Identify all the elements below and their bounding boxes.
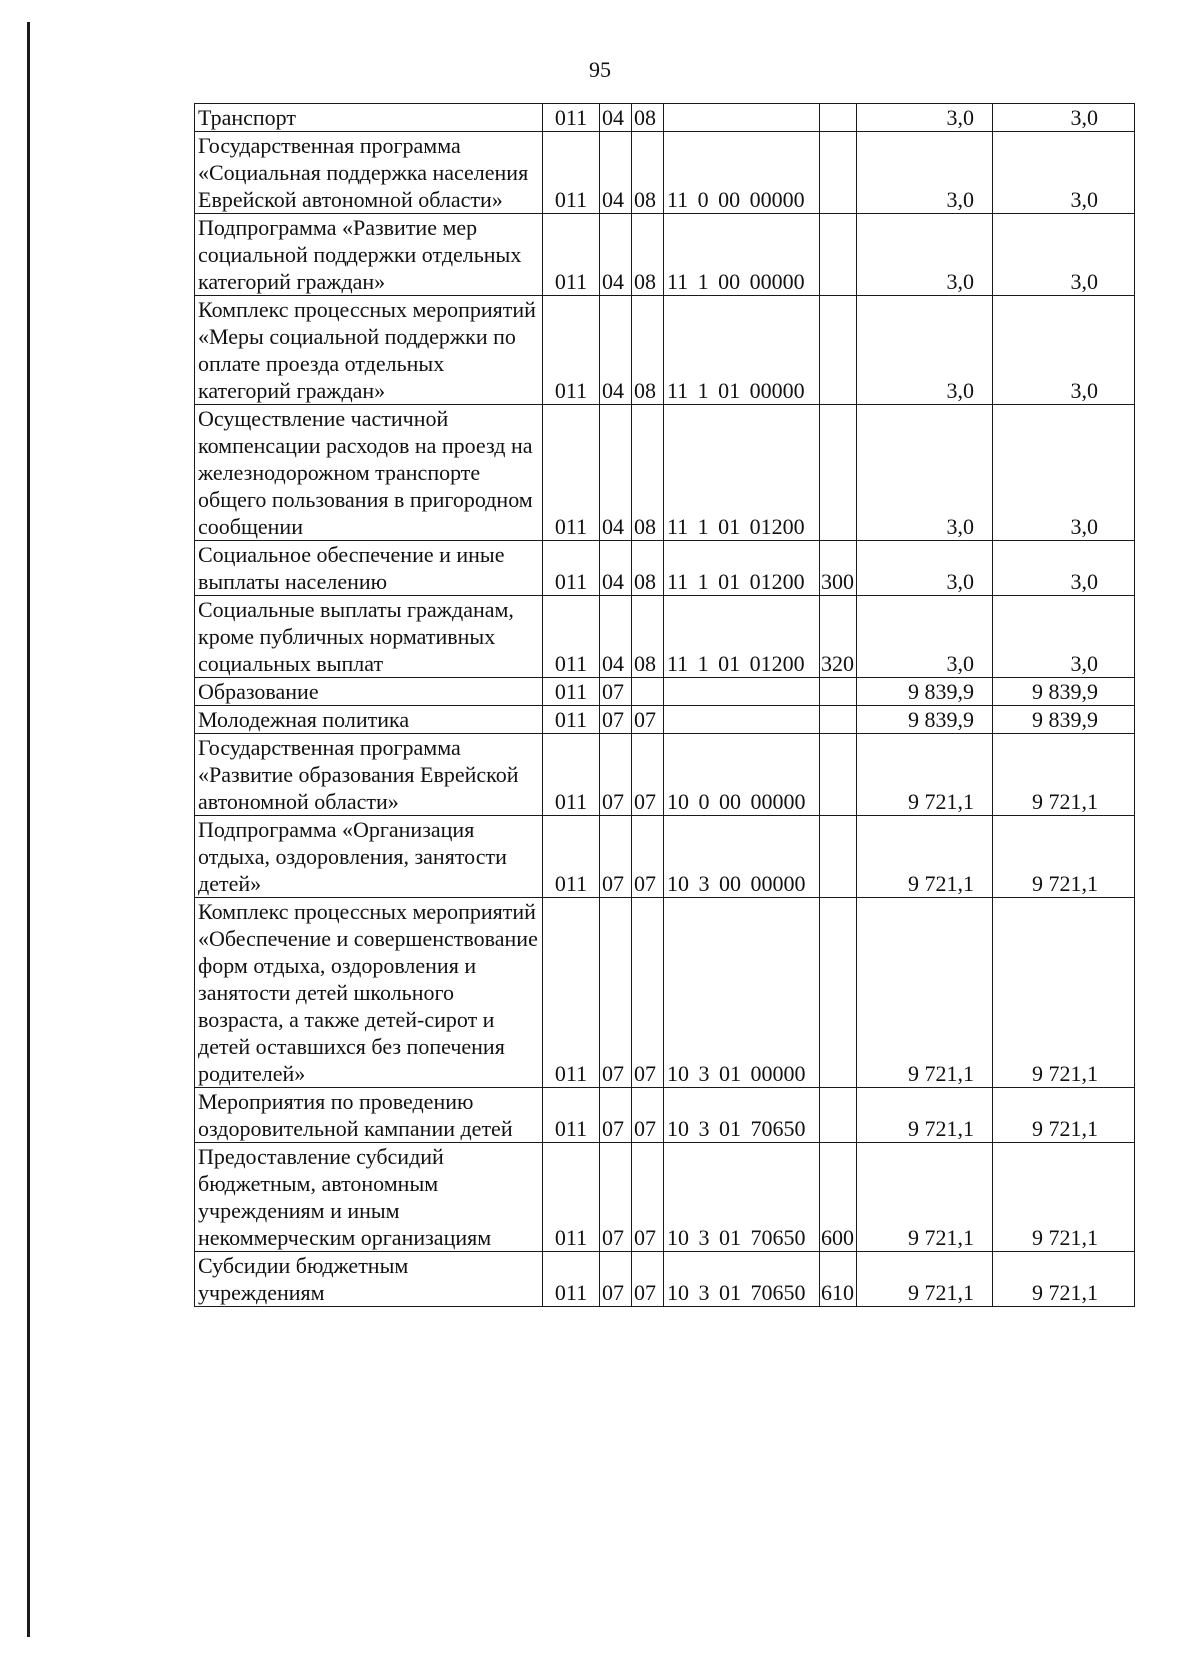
row-sum-year1-cell: 9 721,1 [857, 1252, 993, 1307]
row-sum-year2-cell: 3,0 [993, 214, 1135, 296]
row-expense-type-cell [820, 132, 857, 214]
row-name-cell: Образование [195, 678, 543, 706]
row-section-cell: 04 [600, 541, 632, 596]
row-name-cell: Субсидии бюджетным учреждениям [195, 1252, 543, 1307]
row-target-article-cell: 11 1 01 01200 [664, 541, 820, 596]
row-expense-type-cell: 610 [820, 1252, 857, 1307]
row-target-article-cell [664, 706, 820, 734]
binding-margin-line [27, 22, 30, 1637]
row-sum-year1-cell: 9 721,1 [857, 898, 993, 1088]
row-section-cell: 07 [600, 1143, 632, 1252]
row-expense-type-cell [820, 1088, 857, 1143]
row-sum-year2-cell: 9 721,1 [993, 1143, 1135, 1252]
row-target-article-cell: 11 1 00 00000 [664, 214, 820, 296]
row-section-cell: 07 [600, 1252, 632, 1307]
row-target-article-cell: 11 0 00 00000 [664, 132, 820, 214]
row-subsection-cell: 08 [632, 296, 664, 405]
row-name-cell: Мероприятия по проведению оздоровительной кампании детей [195, 1088, 543, 1143]
row-section-cell: 07 [600, 816, 632, 898]
row-expense-type-cell [820, 898, 857, 1088]
row-expense-type-cell: 320 [820, 596, 857, 678]
row-gr-code-cell: 011 [543, 1252, 600, 1307]
row-subsection-cell: 08 [632, 104, 664, 132]
row-gr-code-cell: 011 [543, 1088, 600, 1143]
row-sum-year2-cell: 3,0 [993, 296, 1135, 405]
row-section-cell: 04 [600, 296, 632, 405]
row-target-article-cell: 10 3 01 70650 [664, 1143, 820, 1252]
row-gr-code-cell: 011 [543, 734, 600, 816]
table-row [195, 1252, 1135, 1307]
row-sum-year1-cell: 9 839,9 [857, 678, 993, 706]
row-sum-year2-cell: 9 721,1 [993, 734, 1135, 816]
row-section-cell: 07 [600, 898, 632, 1088]
page-number: 95 [589, 57, 611, 82]
row-section-cell: 04 [600, 596, 632, 678]
row-sum-year2-cell: 9 721,1 [993, 1252, 1135, 1307]
table-row [195, 706, 1135, 734]
row-sum-year1-cell: 3,0 [857, 596, 993, 678]
row-sum-year2-cell: 9 721,1 [993, 1088, 1135, 1143]
row-subsection-cell: 07 [632, 1088, 664, 1143]
row-gr-code-cell: 011 [543, 816, 600, 898]
row-gr-code-cell: 011 [543, 541, 600, 596]
row-expense-type-cell [820, 104, 857, 132]
row-expense-type-cell: 300 [820, 541, 857, 596]
row-sum-year2-cell: 3,0 [993, 596, 1135, 678]
row-sum-year2-cell: 9 839,9 [993, 706, 1135, 734]
table-row [195, 405, 1135, 541]
row-target-article-cell: 10 3 01 70650 [664, 1088, 820, 1143]
row-expense-type-cell [820, 734, 857, 816]
table-row [195, 132, 1135, 214]
row-name-cell: Социальное обеспечение и иные выплаты населению [195, 541, 543, 596]
budget-table [194, 103, 1135, 1307]
table-row [195, 596, 1135, 678]
row-sum-year1-cell: 9 721,1 [857, 816, 993, 898]
row-subsection-cell: 08 [632, 596, 664, 678]
table-row [195, 816, 1135, 898]
row-target-article-cell: 11 1 01 01200 [664, 405, 820, 541]
row-sum-year1-cell: 3,0 [857, 296, 993, 405]
row-name-cell: Комплекс процессных мероприятий «Меры социальной поддержки по оплате проезда отдельных категорий граждан» [195, 296, 543, 405]
table-row [195, 734, 1135, 816]
row-sum-year1-cell: 9 721,1 [857, 1088, 993, 1143]
row-gr-code-cell: 011 [543, 214, 600, 296]
row-gr-code-cell: 011 [543, 898, 600, 1088]
row-name-cell: Предоставление субсидий бюджетным, автономным учреждениям и иным некоммерческим организациям [195, 1143, 543, 1252]
row-name-cell: Государственная программа «Развитие образования Еврейской автономной области» [195, 734, 543, 816]
row-section-cell: 07 [600, 734, 632, 816]
row-target-article-cell: 10 0 00 00000 [664, 734, 820, 816]
row-sum-year1-cell: 9 839,9 [857, 706, 993, 734]
row-expense-type-cell [820, 405, 857, 541]
row-section-cell: 04 [600, 132, 632, 214]
row-subsection-cell: 08 [632, 214, 664, 296]
budget-table-body [195, 104, 1135, 1307]
row-subsection-cell: 07 [632, 734, 664, 816]
row-gr-code-cell: 011 [543, 678, 600, 706]
row-target-article-cell [664, 678, 820, 706]
row-expense-type-cell [820, 816, 857, 898]
table-row [195, 1143, 1135, 1252]
row-name-cell: Подпрограмма «Развитие мер социальной поддержки отдельных категорий граждан» [195, 214, 543, 296]
row-subsection-cell: 07 [632, 706, 664, 734]
row-sum-year2-cell: 9 839,9 [993, 678, 1135, 706]
row-sum-year1-cell: 3,0 [857, 214, 993, 296]
row-section-cell: 04 [600, 104, 632, 132]
row-name-cell: Молодежная политика [195, 706, 543, 734]
table-row [195, 1088, 1135, 1143]
table-row [195, 296, 1135, 405]
row-sum-year2-cell: 3,0 [993, 541, 1135, 596]
row-sum-year1-cell: 3,0 [857, 541, 993, 596]
row-section-cell: 07 [600, 1088, 632, 1143]
row-expense-type-cell [820, 214, 857, 296]
row-subsection-cell [632, 678, 664, 706]
row-subsection-cell: 08 [632, 405, 664, 541]
row-gr-code-cell: 011 [543, 706, 600, 734]
table-row [195, 678, 1135, 706]
row-sum-year2-cell: 3,0 [993, 104, 1135, 132]
row-target-article-cell: 11 1 01 00000 [664, 296, 820, 405]
row-subsection-cell: 08 [632, 132, 664, 214]
row-subsection-cell: 07 [632, 1143, 664, 1252]
row-section-cell: 04 [600, 214, 632, 296]
row-name-cell: Комплекс процессных мероприятий «Обеспечение и совершенствование форм отдыха, оздоровления и занятости детей школьного возраста, а также детей-сирот и детей оставшихся без попечения родителей» [195, 898, 543, 1088]
table-row [195, 104, 1135, 132]
row-gr-code-cell: 011 [543, 132, 600, 214]
row-target-article-cell: 10 3 01 70650 [664, 1252, 820, 1307]
row-target-article-cell: 11 1 01 01200 [664, 596, 820, 678]
row-name-cell: Государственная программа «Социальная поддержка населения Еврейской автономной области» [195, 132, 543, 214]
row-expense-type-cell: 600 [820, 1143, 857, 1252]
row-gr-code-cell: 011 [543, 104, 600, 132]
row-sum-year1-cell: 3,0 [857, 132, 993, 214]
table-row [195, 541, 1135, 596]
row-subsection-cell: 08 [632, 541, 664, 596]
row-sum-year1-cell: 9 721,1 [857, 734, 993, 816]
row-subsection-cell: 07 [632, 1252, 664, 1307]
row-section-cell: 04 [600, 405, 632, 541]
table-row [195, 214, 1135, 296]
row-name-cell: Транспорт [195, 104, 543, 132]
row-name-cell: Подпрограмма «Организация отдыха, оздоровления, занятости детей» [195, 816, 543, 898]
row-sum-year1-cell: 3,0 [857, 405, 993, 541]
row-section-cell: 07 [600, 706, 632, 734]
row-subsection-cell: 07 [632, 816, 664, 898]
row-gr-code-cell: 011 [543, 596, 600, 678]
row-sum-year2-cell: 3,0 [993, 405, 1135, 541]
row-gr-code-cell: 011 [543, 296, 600, 405]
row-sum-year1-cell: 9 721,1 [857, 1143, 993, 1252]
row-sum-year2-cell: 9 721,1 [993, 898, 1135, 1088]
row-target-article-cell: 10 3 01 00000 [664, 898, 820, 1088]
row-sum-year2-cell: 9 721,1 [993, 816, 1135, 898]
row-gr-code-cell: 011 [543, 405, 600, 541]
row-target-article-cell [664, 104, 820, 132]
row-expense-type-cell [820, 706, 857, 734]
row-section-cell: 07 [600, 678, 632, 706]
row-name-cell: Осуществление частичной компенсации расходов на проезд на железнодорожном транспорте общего пользования в пригородном сообщении [195, 405, 543, 541]
row-subsection-cell: 07 [632, 898, 664, 1088]
row-target-article-cell: 10 3 00 00000 [664, 816, 820, 898]
row-name-cell: Социальные выплаты гражданам, кроме публичных нормативных социальных выплат [195, 596, 543, 678]
table-row [195, 898, 1135, 1088]
row-sum-year2-cell: 3,0 [993, 132, 1135, 214]
row-sum-year1-cell: 3,0 [857, 104, 993, 132]
row-gr-code-cell: 011 [543, 1143, 600, 1252]
row-expense-type-cell [820, 678, 857, 706]
row-expense-type-cell [820, 296, 857, 405]
